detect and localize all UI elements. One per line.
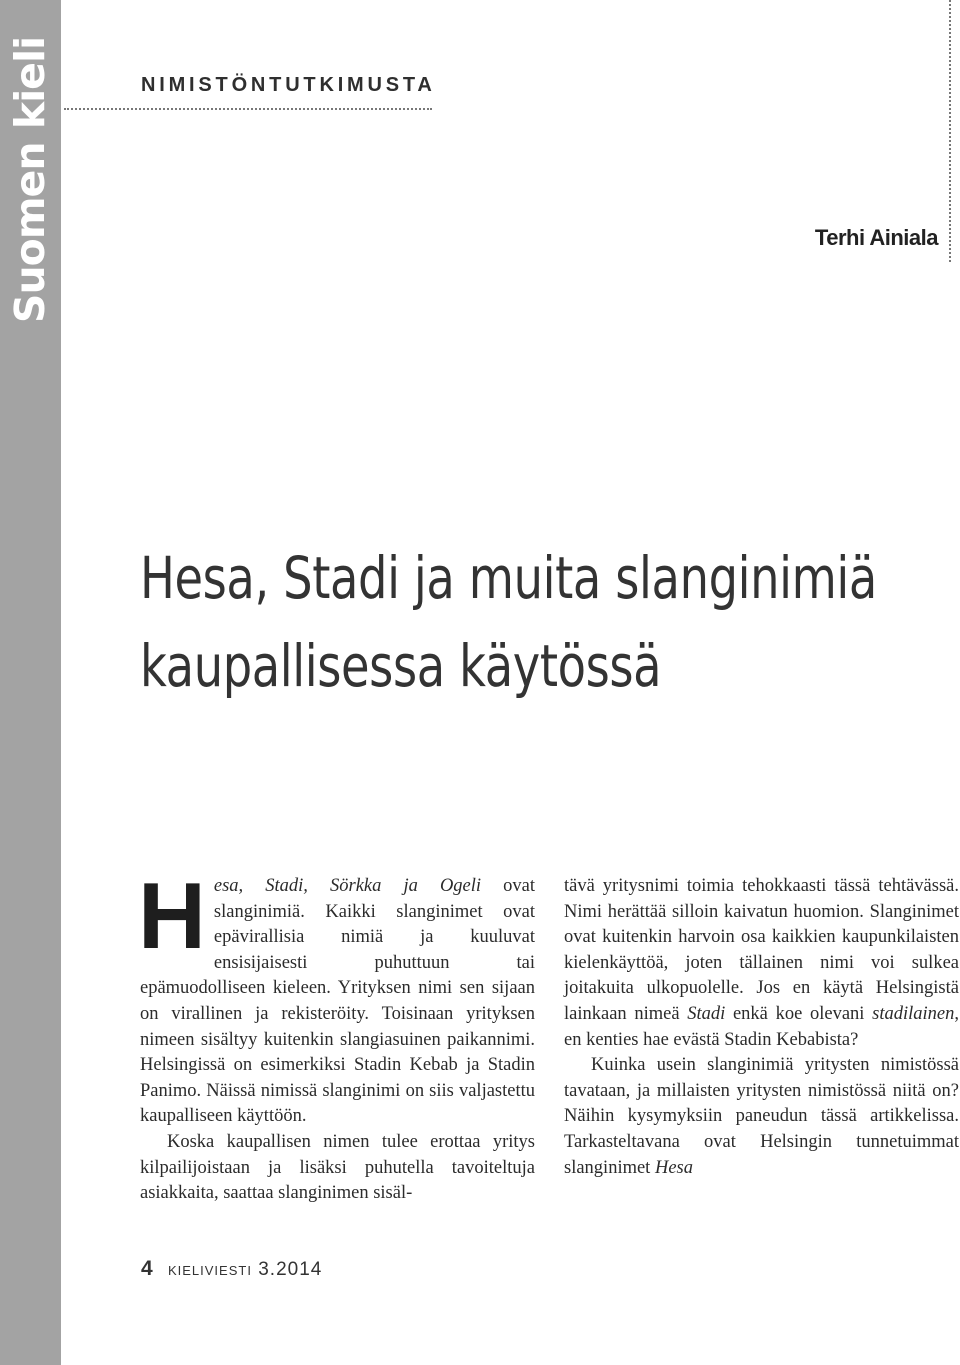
paragraph-3-italic: Hesa: [654, 1157, 693, 1178]
headline-line-2: kaupallisessa käytössä: [140, 632, 662, 700]
sidebar-band: [0, 0, 61, 1365]
paragraph-2-text-c: , en kenties hae evästä Stadin Kebabista?: [564, 1003, 959, 1050]
author-name: Terhi Ainiala: [814, 225, 938, 250]
page-number: 4: [141, 1257, 154, 1280]
paragraph-2-start: Koska kaupallisen nimen tulee erottaa yritys kilpailijoistaan ja lisäksi puhutella tavoiteltuja asiakkaita, saattaa slanginimen sisäl-: [140, 1131, 535, 1204]
paragraph-3: [564, 1053, 959, 1181]
publication-name: kieliviesti 3.2014: [167, 1259, 323, 1280]
paragraph-2-italic-2: stadilainen: [872, 1003, 955, 1024]
article-headline: [140, 534, 877, 710]
paragraph-2-text-b: enkä koe olevani: [725, 1003, 873, 1024]
body-column-right: [564, 874, 959, 1181]
paragraph-2-italic-1: Stadi: [687, 1003, 726, 1024]
page-footer: [141, 1257, 322, 1281]
paragraph-2-continued: [564, 874, 959, 1053]
drop-cap: H: [138, 863, 206, 968]
section-label: NIMISTÖNTUTKIMUSTA: [141, 74, 436, 96]
sidebar-title: Suomen kieli: [6, 36, 54, 324]
paragraph-1: [138, 863, 535, 1130]
paragraph-1-text: ovat slanginimiä. Kaikki slanginimet ovat epävirallisia nimiä ja kuuluvat ensisijaisesti puhuttuun tai epämuodolliseen kieleen. Yrityksen nimi sen sijaan on virallinen ja rekisteröity. Toisinaan yrityksen nimeen sisältyy kuitenkin slangiasuinen paikannimi. Helsingissä on esimerkiksi Stadin Kebab ja Stadin Panimo. Näissä nimissä slanginimi on siis valjastettu kaupalliseen käyttöön.: [140, 876, 535, 1127]
dotted-rule-vertical: [949, 0, 951, 262]
body-column-left: [138, 863, 535, 1207]
headline-line-1: Hesa, Stadi ja muita slanginimiä: [140, 544, 877, 612]
paragraph-3-text: Kuinka usein slanginimiä yritysten nimistössä tavataan, ja millaisten yritysten nimistössä niitä on? Näihin kysymyksiin paneudun tässä artikkelissa. Tarkasteltavana ovat Helsingin tunnetuimmat slanginimet: [564, 1055, 959, 1178]
paragraph-2-text-a: tävä yritysnimi toimia tehokkaasti tässä tehtävässä. Nimi herättää silloin kaivatun huomion. Slanginimet ovat kuitenkin harvoin osa kaikkien kaupunkilaisten kielenkäyttöä, joten tällainen nimi voi sulkea joitakuita ulkopuolelle. Jos en käytä Helsingistä lainkaan nimeä: [564, 876, 959, 1024]
paragraph-1-italic: esa, Stadi, Sörkka ja Ogeli: [213, 876, 482, 896]
dotted-rule-horizontal: [64, 108, 432, 110]
